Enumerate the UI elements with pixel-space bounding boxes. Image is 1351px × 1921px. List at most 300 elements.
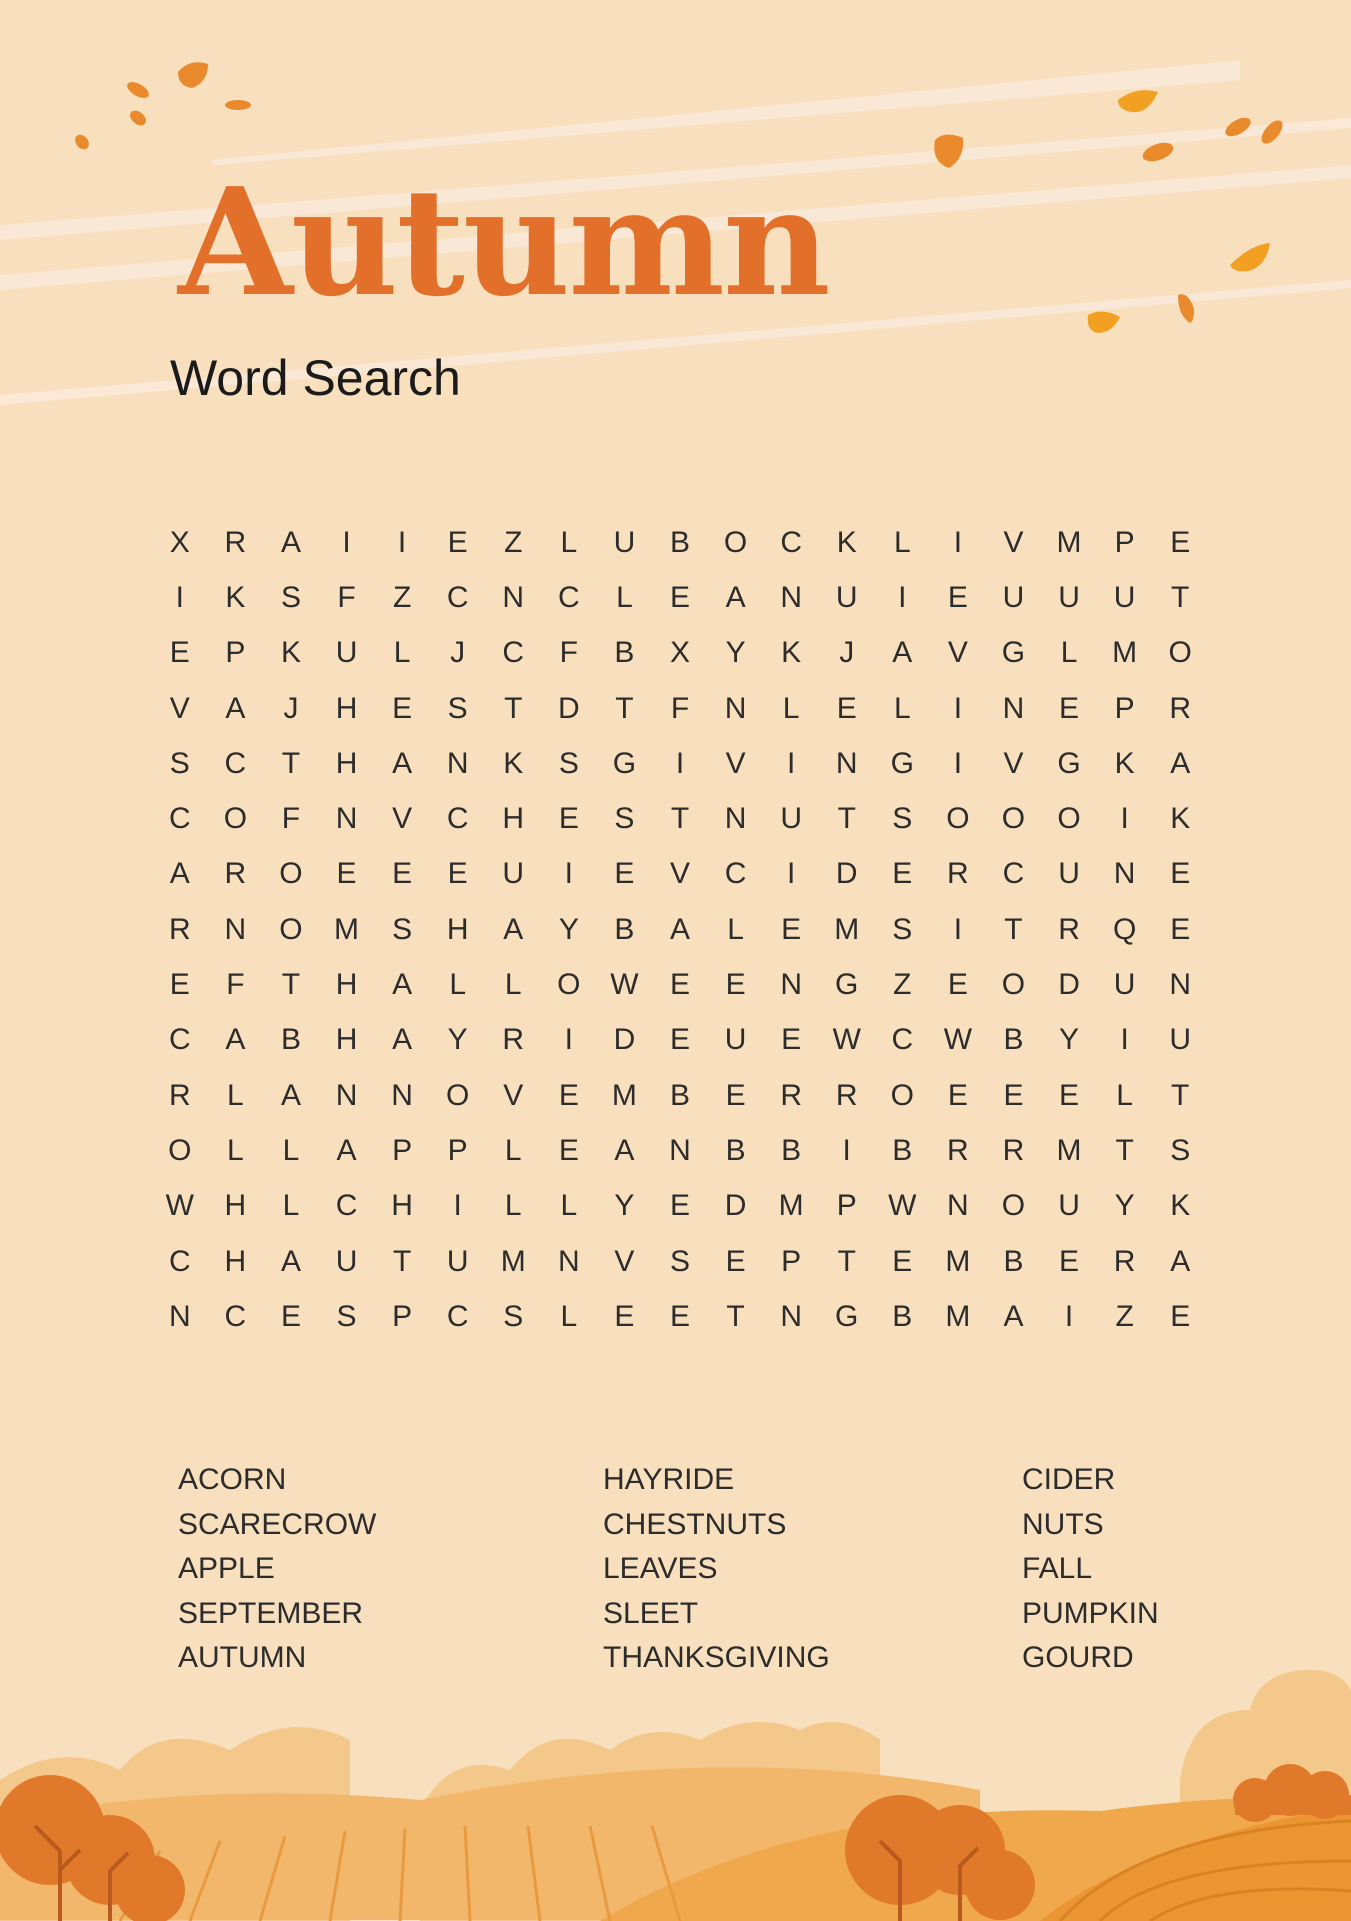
grid-letter[interactable]: E bbox=[781, 912, 802, 946]
grid-letter[interactable]: L bbox=[227, 1078, 244, 1112]
grid-letter[interactable]: J bbox=[450, 636, 466, 670]
grid-letter[interactable]: E bbox=[892, 1244, 913, 1278]
grid-letter[interactable]: K bbox=[280, 636, 301, 670]
grid-letter[interactable]: E bbox=[725, 968, 746, 1002]
grid-letter[interactable]: E bbox=[669, 1299, 690, 1333]
grid-letter[interactable]: Y bbox=[1114, 1189, 1135, 1223]
grid-letter[interactable]: N bbox=[558, 1244, 580, 1278]
grid-letter[interactable]: M bbox=[611, 1078, 637, 1112]
grid-letter[interactable]: E bbox=[725, 1244, 746, 1278]
grid-letter[interactable]: R bbox=[224, 525, 247, 559]
grid-letter[interactable]: W bbox=[610, 968, 639, 1002]
grid-letter[interactable]: L bbox=[393, 636, 411, 670]
grid-letter[interactable]: T bbox=[1004, 912, 1023, 946]
grid-letter[interactable]: R bbox=[1113, 1244, 1136, 1278]
grid-letter[interactable]: U bbox=[1113, 968, 1136, 1002]
grid-letter[interactable]: Y bbox=[447, 1023, 468, 1057]
grid-letter[interactable]: E bbox=[1059, 691, 1080, 725]
grid-letter[interactable]: U bbox=[1058, 580, 1080, 614]
grid-letter[interactable]: S bbox=[447, 691, 468, 725]
grid-letter[interactable]: I bbox=[675, 746, 685, 780]
grid-letter[interactable]: O bbox=[1001, 802, 1026, 836]
grid-letter[interactable]: O bbox=[279, 857, 303, 891]
grid-letter[interactable]: R bbox=[947, 857, 969, 891]
grid-letter[interactable]: P bbox=[836, 1189, 857, 1223]
grid-letter[interactable]: U bbox=[1058, 1189, 1080, 1223]
grid-letter[interactable]: G bbox=[890, 746, 914, 780]
grid-letter[interactable]: O bbox=[890, 1078, 914, 1112]
grid-letter[interactable]: S bbox=[892, 802, 913, 836]
grid-letter[interactable]: U bbox=[1113, 580, 1136, 614]
grid-letter[interactable]: B bbox=[614, 636, 635, 670]
grid-letter[interactable]: P bbox=[392, 1299, 413, 1333]
grid-letter[interactable]: Z bbox=[392, 580, 412, 614]
grid-letter[interactable]: S bbox=[892, 912, 913, 946]
grid-letter[interactable]: I bbox=[175, 580, 184, 614]
grid-letter[interactable]: M bbox=[1056, 1133, 1082, 1167]
grid-letter[interactable]: E bbox=[1170, 1299, 1191, 1333]
grid-letter[interactable]: O bbox=[168, 1133, 192, 1167]
grid-letter[interactable]: A bbox=[280, 1244, 301, 1278]
grid-letter[interactable]: L bbox=[1116, 1078, 1133, 1112]
grid-letter[interactable]: R bbox=[1169, 691, 1192, 725]
grid-letter[interactable]: O bbox=[279, 912, 303, 946]
grid-letter[interactable]: E bbox=[169, 968, 190, 1002]
grid-letter[interactable]: E bbox=[447, 525, 468, 559]
grid-letter[interactable]: G bbox=[1001, 636, 1026, 670]
grid-letter[interactable]: C bbox=[446, 802, 469, 836]
grid-letter[interactable]: F bbox=[337, 580, 356, 614]
grid-letter[interactable]: H bbox=[335, 691, 358, 725]
grid-letter[interactable]: C bbox=[224, 746, 247, 780]
grid-letter[interactable]: B bbox=[614, 912, 635, 946]
grid-letter[interactable]: W bbox=[943, 1023, 973, 1057]
grid-letter[interactable]: L bbox=[449, 968, 467, 1002]
grid-letter[interactable]: I bbox=[786, 746, 796, 780]
grid-letter[interactable]: O bbox=[723, 525, 748, 559]
grid-letter[interactable]: H bbox=[224, 1244, 247, 1278]
grid-letter[interactable]: H bbox=[335, 1023, 358, 1057]
grid-letter[interactable]: G bbox=[835, 1299, 859, 1333]
grid-letter[interactable]: W bbox=[165, 1189, 194, 1223]
grid-letter[interactable]: X bbox=[169, 525, 190, 559]
grid-letter[interactable]: I bbox=[953, 691, 963, 725]
grid-letter[interactable]: R bbox=[835, 1078, 858, 1112]
grid-letter[interactable]: C bbox=[168, 1244, 191, 1278]
grid-letter[interactable]: I bbox=[786, 857, 796, 891]
grid-letter[interactable]: L bbox=[560, 1189, 578, 1223]
grid-letter[interactable]: R bbox=[780, 1078, 802, 1112]
grid-letter[interactable]: D bbox=[1058, 968, 1080, 1002]
grid-letter[interactable]: N bbox=[224, 912, 247, 946]
grid-letter[interactable]: L bbox=[782, 691, 800, 725]
grid-letter[interactable]: I bbox=[898, 580, 907, 614]
grid-letter[interactable]: K bbox=[225, 580, 246, 614]
grid-letter[interactable]: L bbox=[504, 1133, 522, 1167]
grid-letter[interactable]: E bbox=[169, 636, 190, 670]
grid-letter[interactable]: A bbox=[392, 1023, 413, 1057]
grid-letter[interactable]: E bbox=[558, 1078, 579, 1112]
grid-letter[interactable]: E bbox=[336, 857, 357, 891]
grid-letter[interactable]: T bbox=[281, 746, 301, 780]
grid-letter[interactable]: Z bbox=[893, 968, 912, 1002]
grid-letter[interactable]: U bbox=[335, 636, 358, 670]
grid-letter[interactable]: N bbox=[335, 1078, 358, 1112]
grid-letter[interactable]: T bbox=[1171, 1078, 1190, 1112]
grid-letter[interactable]: K bbox=[503, 746, 524, 780]
grid-letter[interactable]: Z bbox=[1115, 1299, 1134, 1333]
grid-letter[interactable]: M bbox=[334, 912, 360, 946]
grid-letter[interactable]: P bbox=[1114, 525, 1135, 559]
grid-letter[interactable]: E bbox=[669, 580, 690, 614]
grid-letter[interactable]: N bbox=[724, 802, 747, 836]
grid-letter[interactable]: F bbox=[281, 802, 301, 836]
grid-letter[interactable]: N bbox=[168, 1299, 191, 1333]
grid-letter[interactable]: H bbox=[446, 912, 469, 946]
grid-letter[interactable]: C bbox=[168, 802, 191, 836]
grid-letter[interactable]: N bbox=[1169, 968, 1192, 1002]
grid-letter[interactable]: I bbox=[397, 525, 407, 559]
grid-letter[interactable]: L bbox=[893, 525, 911, 559]
grid-letter[interactable]: V bbox=[169, 691, 190, 725]
grid-letter[interactable]: U bbox=[1169, 1023, 1192, 1057]
grid-letter[interactable]: E bbox=[614, 857, 635, 891]
grid-letter[interactable]: N bbox=[780, 580, 802, 614]
grid-letter[interactable]: M bbox=[500, 1244, 526, 1278]
grid-letter[interactable]: U bbox=[1002, 580, 1025, 614]
grid-letter[interactable]: F bbox=[559, 636, 578, 670]
grid-letter[interactable]: E bbox=[1059, 1244, 1080, 1278]
grid-letter[interactable]: B bbox=[781, 1133, 802, 1167]
word-list-item: CHESTNUTS bbox=[603, 1507, 787, 1541]
grid-letter[interactable]: U bbox=[502, 857, 525, 891]
grid-letter[interactable]: V bbox=[392, 802, 413, 836]
grid-letter[interactable]: H bbox=[391, 1189, 413, 1223]
grid-letter[interactable]: V bbox=[669, 857, 690, 891]
grid-letter[interactable]: I bbox=[564, 857, 573, 891]
grid-letter[interactable]: C bbox=[1002, 857, 1025, 891]
grid-letter[interactable]: R bbox=[224, 857, 247, 891]
grid-letter[interactable]: T bbox=[670, 802, 690, 836]
grid-letter[interactable]: A bbox=[225, 1023, 246, 1057]
grid-letter[interactable]: N bbox=[724, 691, 747, 725]
grid-letter[interactable]: S bbox=[669, 1244, 690, 1278]
grid-letter[interactable]: U bbox=[835, 580, 858, 614]
grid-letter[interactable]: A bbox=[892, 636, 913, 670]
grid-letter[interactable]: C bbox=[724, 857, 747, 891]
grid-letter[interactable]: I bbox=[953, 912, 963, 946]
grid-letter[interactable]: S bbox=[392, 912, 413, 946]
word-list-item: APPLE bbox=[178, 1552, 275, 1585]
grid-letter[interactable]: I bbox=[953, 525, 963, 559]
grid-letter[interactable]: C bbox=[891, 1023, 914, 1057]
grid-letter[interactable]: W bbox=[832, 1023, 861, 1057]
grid-letter[interactable]: P bbox=[447, 1133, 468, 1167]
grid-letter[interactable]: K bbox=[1114, 746, 1135, 780]
grid-letter[interactable]: C bbox=[558, 580, 580, 614]
grid-letter[interactable]: E bbox=[280, 1299, 301, 1333]
grid-letter[interactable]: D bbox=[724, 1189, 747, 1223]
grid-letter[interactable]: L bbox=[616, 580, 633, 614]
grid-letter[interactable]: O bbox=[1001, 968, 1026, 1002]
grid-letter[interactable]: T bbox=[837, 802, 856, 836]
grid-letter[interactable]: L bbox=[227, 1133, 244, 1167]
grid-letter[interactable]: A bbox=[392, 968, 413, 1002]
grid-letter[interactable]: E bbox=[447, 857, 468, 891]
grid-letter[interactable]: N bbox=[835, 746, 858, 780]
grid-letter[interactable]: U bbox=[335, 1244, 358, 1278]
grid-letter[interactable]: M bbox=[945, 1244, 971, 1278]
word-list-item: HAYRIDE bbox=[603, 1463, 735, 1496]
grid-letter[interactable]: Q bbox=[1112, 912, 1137, 946]
grid-letter[interactable]: E bbox=[1170, 525, 1191, 559]
grid-letter[interactable]: N bbox=[669, 1133, 691, 1167]
grid-letter[interactable]: R bbox=[168, 912, 191, 946]
word-list-item: SLEET bbox=[603, 1596, 699, 1630]
grid-letter[interactable]: A bbox=[669, 912, 690, 946]
grid-letter[interactable]: K bbox=[836, 525, 857, 559]
grid-letter[interactable]: R bbox=[1002, 1133, 1025, 1167]
grid-letter[interactable]: K bbox=[781, 636, 802, 670]
grid-letter[interactable]: N bbox=[502, 580, 525, 614]
grid-letter[interactable]: S bbox=[169, 746, 190, 780]
grid-letter[interactable]: G bbox=[835, 968, 859, 1002]
grid-letter[interactable]: I bbox=[1120, 1023, 1129, 1057]
grid-letter[interactable]: B bbox=[669, 1078, 690, 1112]
grid-letter[interactable]: N bbox=[780, 1299, 802, 1333]
grid-letter[interactable]: L bbox=[560, 1299, 578, 1333]
grid-letter[interactable]: L bbox=[1060, 636, 1078, 670]
word-list-item: FALL bbox=[1022, 1552, 1093, 1585]
grid-letter[interactable]: R bbox=[947, 1133, 969, 1167]
grid-letter[interactable]: E bbox=[1170, 857, 1191, 891]
grid-letter[interactable]: S bbox=[558, 746, 579, 780]
grid-letter[interactable]: L bbox=[504, 1189, 522, 1223]
grid-letter[interactable]: N bbox=[780, 968, 802, 1002]
grid-letter[interactable]: C bbox=[502, 636, 525, 670]
grid-letter[interactable]: I bbox=[342, 525, 351, 559]
grid-letter[interactable]: I bbox=[1120, 802, 1129, 836]
grid-letter[interactable]: A bbox=[503, 912, 524, 946]
grid-letter[interactable]: M bbox=[1056, 525, 1082, 559]
grid-letter[interactable]: N bbox=[446, 746, 469, 780]
grid-letter[interactable]: A bbox=[169, 857, 190, 891]
grid-letter[interactable]: N bbox=[391, 1078, 413, 1112]
grid-letter[interactable]: E bbox=[558, 802, 579, 836]
word-list-item: SEPTEMBER bbox=[178, 1596, 364, 1630]
grid-letter[interactable]: O bbox=[1057, 802, 1081, 836]
word-list-column-1 bbox=[178, 1458, 376, 1681]
grid-letter[interactable]: I bbox=[1064, 1299, 1074, 1333]
grid-letter[interactable]: F bbox=[226, 968, 245, 1002]
grid-letter[interactable]: C bbox=[446, 580, 469, 614]
grid-letter[interactable]: L bbox=[727, 912, 744, 946]
grid-letter[interactable]: E bbox=[558, 1133, 579, 1167]
grid-letter[interactable]: B bbox=[892, 1299, 913, 1333]
grid-letter[interactable]: E bbox=[614, 1299, 635, 1333]
grid-letter[interactable]: N bbox=[335, 802, 358, 836]
grid-letter[interactable]: V bbox=[614, 1244, 635, 1278]
grid-letter[interactable]: U bbox=[780, 802, 802, 836]
grid-letter[interactable]: T bbox=[837, 1244, 856, 1278]
grid-letter[interactable]: O bbox=[1168, 636, 1192, 670]
grid-letter[interactable]: Y bbox=[1059, 1023, 1080, 1057]
grid-letter[interactable]: C bbox=[224, 1299, 247, 1333]
grid-letter[interactable]: K bbox=[1170, 1189, 1191, 1223]
grid-letter[interactable]: A bbox=[225, 691, 246, 725]
grid-letter[interactable]: D bbox=[835, 857, 858, 891]
grid-letter[interactable]: E bbox=[1059, 1078, 1080, 1112]
grid-letter[interactable]: E bbox=[392, 857, 413, 891]
grid-letter[interactable]: S bbox=[1170, 1133, 1191, 1167]
grid-letter[interactable]: A bbox=[725, 580, 746, 614]
grid-letter[interactable]: I bbox=[842, 1133, 851, 1167]
grid-letter[interactable]: S bbox=[280, 580, 301, 614]
grid-letter[interactable]: N bbox=[1002, 691, 1025, 725]
grid-letter[interactable]: L bbox=[893, 691, 911, 725]
grid-letter[interactable]: F bbox=[670, 691, 690, 725]
grid-letter[interactable]: C bbox=[780, 525, 802, 559]
grid-letter[interactable]: S bbox=[336, 1299, 357, 1333]
grid-letter[interactable]: I bbox=[453, 1189, 462, 1223]
grid-letter[interactable]: E bbox=[836, 691, 857, 725]
grid-letter[interactable]: M bbox=[834, 912, 860, 946]
grid-letter[interactable]: M bbox=[945, 1299, 971, 1333]
grid-letter[interactable]: X bbox=[669, 636, 690, 670]
grid-letter[interactable]: A bbox=[614, 1133, 635, 1167]
word-list-item: PUMPKIN bbox=[1022, 1596, 1159, 1630]
grid-letter[interactable]: R bbox=[1058, 912, 1080, 946]
grid-letter[interactable]: O bbox=[223, 802, 248, 836]
grid-letter[interactable]: O bbox=[1001, 1189, 1026, 1223]
grid-letter[interactable]: E bbox=[669, 1023, 690, 1057]
grid-letter[interactable]: U bbox=[724, 1023, 747, 1057]
grid-letter[interactable]: T bbox=[615, 691, 634, 725]
grid-letter[interactable]: E bbox=[947, 1078, 968, 1112]
grid-letter[interactable]: H bbox=[335, 968, 358, 1002]
grid-letter[interactable]: T bbox=[392, 1244, 412, 1278]
grid-letter[interactable]: S bbox=[614, 802, 635, 836]
word-list-item: NUTS bbox=[1022, 1507, 1104, 1541]
grid-letter[interactable]: P bbox=[781, 1244, 802, 1278]
grid-letter[interactable]: A bbox=[336, 1133, 357, 1167]
word-list-item: AUTUMN bbox=[178, 1641, 307, 1674]
grid-letter[interactable]: G bbox=[1057, 746, 1081, 780]
grid-letter[interactable]: O bbox=[446, 1078, 470, 1112]
grid-letter[interactable]: E bbox=[892, 857, 913, 891]
grid-letter[interactable]: H bbox=[224, 1189, 247, 1223]
grid-letter[interactable]: V bbox=[725, 746, 746, 780]
grid-letter[interactable]: O bbox=[946, 802, 970, 836]
grid-letter[interactable]: A bbox=[1170, 746, 1191, 780]
grid-letter[interactable]: E bbox=[669, 968, 690, 1002]
grid-letter[interactable]: B bbox=[892, 1133, 913, 1167]
grid-letter[interactable]: O bbox=[557, 968, 581, 1002]
grid-letter[interactable]: M bbox=[1112, 636, 1138, 670]
grid-letter[interactable]: N bbox=[947, 1189, 969, 1223]
grid-letter[interactable]: W bbox=[888, 1189, 917, 1223]
grid-letter[interactable]: V bbox=[947, 636, 968, 670]
grid-letter[interactable]: T bbox=[1171, 580, 1190, 614]
grid-letter[interactable]: E bbox=[947, 968, 968, 1002]
grid-letter[interactable]: C bbox=[335, 1189, 358, 1223]
grid-letter[interactable]: T bbox=[726, 1299, 745, 1333]
page-subtitle: Word Search bbox=[170, 350, 461, 406]
grid-letter[interactable]: U bbox=[1058, 857, 1080, 891]
word-list-column-3 bbox=[1022, 1458, 1159, 1681]
page-title: Autumn bbox=[178, 155, 829, 329]
grid-letter[interactable]: Y bbox=[614, 1189, 635, 1223]
grid-letter[interactable]: H bbox=[502, 802, 525, 836]
grid-letter[interactable]: K bbox=[1170, 802, 1191, 836]
grid-letter[interactable]: C bbox=[168, 1023, 191, 1057]
grid-letter[interactable]: P bbox=[1114, 691, 1135, 725]
grid-letter[interactable]: C bbox=[446, 1299, 469, 1333]
grid-letter[interactable]: A bbox=[1170, 1244, 1191, 1278]
grid-letter[interactable]: Y bbox=[558, 912, 579, 946]
grid-letter[interactable]: S bbox=[503, 1299, 524, 1333]
grid-letter[interactable]: B bbox=[669, 525, 690, 559]
grid-letter[interactable]: T bbox=[1115, 1133, 1134, 1167]
grid-letter[interactable]: R bbox=[502, 1023, 525, 1057]
grid-letter[interactable]: L bbox=[282, 1133, 300, 1167]
grid-letter[interactable]: B bbox=[725, 1133, 746, 1167]
grid-letter[interactable]: P bbox=[392, 1133, 413, 1167]
grid-letter[interactable]: M bbox=[778, 1189, 804, 1223]
grid-letter[interactable]: E bbox=[947, 580, 968, 614]
grid-letter[interactable]: E bbox=[725, 1078, 746, 1112]
grid-letter[interactable]: H bbox=[335, 746, 358, 780]
grid-letter[interactable]: D bbox=[558, 691, 580, 725]
grid-letter[interactable]: Y bbox=[725, 636, 746, 670]
grid-letter[interactable]: E bbox=[1170, 912, 1191, 946]
grid-letter[interactable]: A bbox=[280, 525, 301, 559]
grid-letter[interactable]: L bbox=[504, 968, 522, 1002]
grid-letter[interactable]: L bbox=[282, 1189, 300, 1223]
grid-letter[interactable]: U bbox=[613, 525, 636, 559]
grid-letter[interactable]: E bbox=[781, 1023, 802, 1057]
grid-letter[interactable]: N bbox=[1113, 857, 1136, 891]
grid-letter[interactable]: D bbox=[613, 1023, 636, 1057]
grid-letter[interactable]: G bbox=[612, 746, 637, 780]
grid-letter[interactable]: E bbox=[392, 691, 413, 725]
word-list-column-2 bbox=[603, 1458, 830, 1681]
grid-letter[interactable]: J bbox=[283, 691, 299, 725]
grid-letter[interactable]: P bbox=[225, 636, 246, 670]
grid-letter[interactable]: V bbox=[503, 1078, 524, 1112]
grid-letter[interactable]: J bbox=[839, 636, 855, 670]
grid-letter[interactable]: B bbox=[280, 1023, 301, 1057]
grid-letter[interactable]: V bbox=[1003, 525, 1024, 559]
grid-letter[interactable]: B bbox=[1003, 1244, 1024, 1278]
grid-letter[interactable]: E bbox=[669, 1189, 690, 1223]
grid-letter[interactable]: Z bbox=[504, 525, 523, 559]
grid-letter[interactable]: B bbox=[1003, 1023, 1024, 1057]
landscape-illustration bbox=[0, 1670, 1351, 1921]
grid-letter[interactable]: T bbox=[281, 968, 301, 1002]
grid-letter[interactable]: A bbox=[1003, 1299, 1024, 1333]
grid-letter[interactable]: U bbox=[446, 1244, 469, 1278]
grid-letter[interactable]: A bbox=[280, 1078, 301, 1112]
grid-letter[interactable]: L bbox=[560, 525, 578, 559]
grid-letter[interactable]: A bbox=[392, 746, 413, 780]
grid-letter[interactable]: V bbox=[1003, 746, 1024, 780]
grid-letter[interactable]: T bbox=[504, 691, 523, 725]
grid-letter[interactable]: E bbox=[1003, 1078, 1024, 1112]
grid-letter[interactable]: R bbox=[168, 1078, 191, 1112]
grid-letter[interactable]: I bbox=[564, 1023, 573, 1057]
grid-letter[interactable]: I bbox=[953, 746, 963, 780]
